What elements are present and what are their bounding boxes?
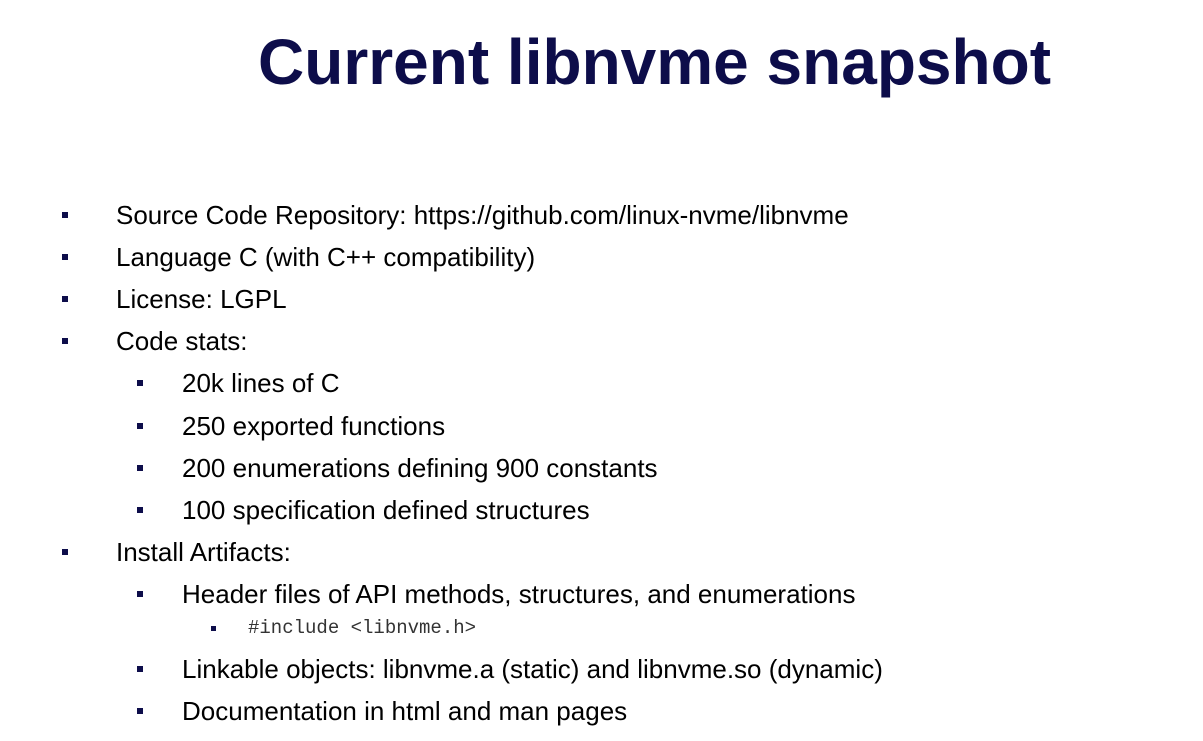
list-item-linkable-objects: Linkable objects: libnvme.a (static) and libnvme.so (dynamic): [182, 654, 883, 684]
list-item-repository: Source Code Repository: https://github.com/linux-nvme/libnvme: [116, 200, 849, 230]
bullet-marker: [137, 666, 143, 672]
bullet-marker: [62, 549, 68, 555]
bullet-marker: [62, 254, 68, 260]
bullet-marker: [62, 296, 68, 302]
list-item-documentation: Documentation in html and man pages: [182, 696, 628, 726]
bullet-marker: [137, 591, 143, 597]
list-item-exported-functions: 250 exported functions: [182, 411, 446, 441]
slide-title: Current libnvme snapshot: [258, 26, 1051, 98]
bullet-marker: [137, 423, 143, 429]
list-item-structures: 100 specification defined structures: [182, 495, 590, 525]
bullet-marker: [211, 626, 216, 631]
bullet-marker: [137, 507, 143, 513]
list-item-include-directive: #include <libnvme.h>: [248, 617, 477, 639]
list-item-license: License: LGPL: [116, 284, 287, 314]
list-item-install-artifacts: Install Artifacts:: [116, 537, 291, 567]
list-item-header-files: Header files of API methods, structures, and enumerations: [182, 579, 856, 609]
bullet-marker: [62, 338, 68, 344]
list-item-enumerations: 200 enumerations defining 900 constants: [182, 453, 658, 483]
list-item-code-stats: Code stats:: [116, 326, 248, 356]
list-item-language: Language C (with C++ compatibility): [116, 242, 536, 272]
bullet-marker: [137, 708, 143, 714]
bullet-marker: [137, 465, 143, 471]
bullet-marker: [62, 212, 68, 218]
bullet-marker: [137, 380, 143, 386]
list-item-lines-of-c: 20k lines of C: [182, 368, 340, 398]
